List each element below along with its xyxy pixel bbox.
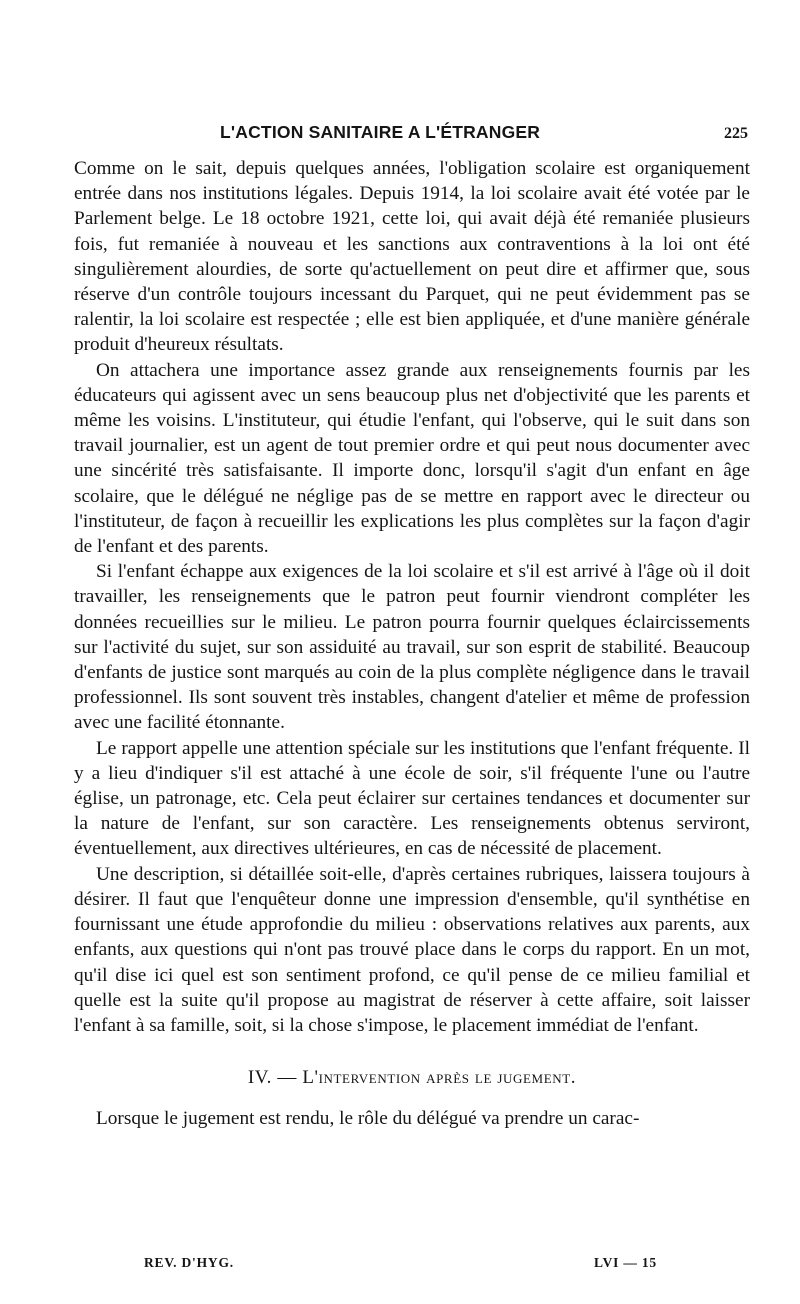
paragraph: Le rapport appelle une attention spéciale sur les institutions que l'enfant fréquente. Il y a lieu d'indiquer s'il est attaché à une école de soir, s'il fréquente l'une ou l'autre église, un patronage, etc. Cela peut éclairer sur certaines tendances et documenter sur la nature de l'enfant, sur son caractère. Les renseignements obtenus serviront, éventuellement, aux directives ultérieures, en cas de nécessité de placement. <box>74 737 750 860</box>
journal-signature: REV. D'HYG. <box>144 1255 234 1270</box>
paragraph: On attachera une importance assez grande aux renseignements fournis par les éducateurs qui agissent avec un sens beaucoup plus net d'objectivité que les parents et même les voisins. L'instituteur, qui étudie l'enfant, qui l'observe, qui le suit dans son travail journalier, est un agent de tout premier ordre et qui peut nous documenter avec une sincérité très satisfaisante. Il importe donc, lorsqu'il s'agit d'un enfant en âge scolaire, que le délégué ne néglige pas de se mettre en rapport avec le directeur ou l'instituteur, de façon à recueillir les explications les plus complètes sur la façon d'agir de l'enfant et des parents. <box>74 359 750 558</box>
running-title: L'ACTION SANITAIRE A L'ÉTRANGER <box>220 122 541 142</box>
page-number: 225 <box>724 125 748 142</box>
section-numeral: IV. — <box>247 1067 297 1089</box>
body-text <box>74 156 750 1132</box>
paragraph: Une description, si détaillée soit-elle, d'après certaines rubriques, laissera toujours à désirer. Il faut que l'enquêteur donne une impression d'ensemble, qu'il synthétise en fournissant une étude approfondie du milieu : observations relatives aux parents, aux enfants, aux questions qui n'ont pas trouvé place dans le corps du rapport. En un mot, qu'il dise ici quel est son sentiment profond, ce qu'il pense de ce milieu familial et quelle est la suite qu'il propose au magistrat de réserver à cette affaire, soit laisser l'enfant à sa famille, soit, si la chose s'impose, le placement immédiat de l'enfant. <box>74 863 750 1036</box>
paragraph: Lorsque le jugement est rendu, le rôle du délégué va prendre un carac- <box>96 1108 640 1130</box>
section-title: L'intervention après le jugement. <box>302 1067 577 1089</box>
paragraph: Si l'enfant échappe aux exigences de la loi scolaire et s'il est arrivé à l'âge où il doit travailler, les renseignements que le patron peut fournir viendront compléter les données recueillies sur le milieu. Le patron pourra fournir quelques éclaircissements sur l'activité du sujet, sur son assiduité au travail, sur son esprit de stabilité. Beaucoup d'enfants de justice sont marqués au coin de la plus complète négligence dans le travail professionnel. Ils sont souvent très instables, changent d'atelier et même de profession avec une facilité étonnante. <box>74 561 750 734</box>
volume-signature: LVI — 15 <box>594 1255 657 1270</box>
running-header <box>74 122 750 156</box>
section-heading <box>74 1065 750 1090</box>
document-page <box>74 122 750 1132</box>
paragraph: Comme on le sait, depuis quelques années, l'obligation scolaire est organiquement entrée dans nos institutions légales. Depuis 1914, la loi scolaire avait été votée par le Parlement belge. Le 18 octobre 1921, cette loi, qui avait déjà été remaniée plusieurs fois, fut remaniée à nouveau et les sanctions aux contraventions à la loi ont été singulièrement alourdies, de sorte qu'actuellement on peut dire et affirmer que, sous réserve d'un contrôle toujours incessant du Parquet, qui ne peut évidemment pas se ralentir, la loi scolaire est respectée ; elle est bien appliquée, et d'une manière générale produit d'heureux résultats. <box>74 158 750 356</box>
